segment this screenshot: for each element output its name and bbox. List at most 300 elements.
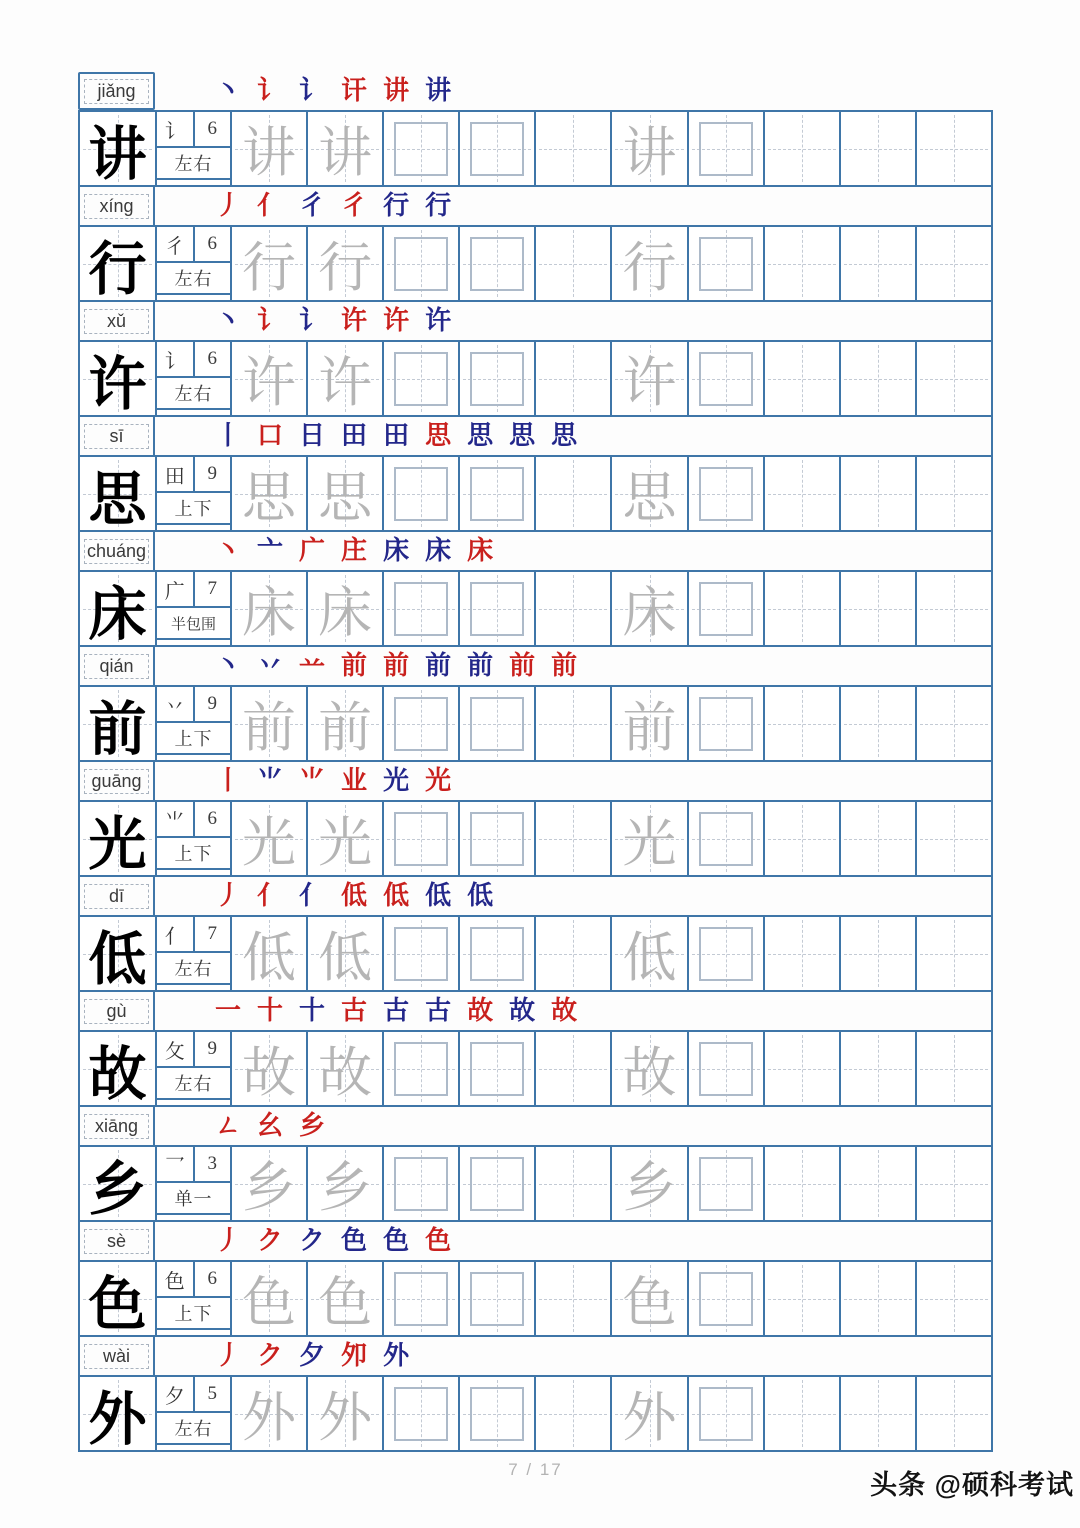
practice-cell bbox=[230, 112, 306, 185]
empty-square-outline bbox=[699, 352, 753, 406]
practice-cell bbox=[458, 457, 534, 530]
guide-horizontal bbox=[844, 149, 912, 150]
pinyin-label: sī bbox=[84, 424, 149, 449]
practice-row bbox=[78, 1145, 993, 1222]
stroke-step: 前 bbox=[467, 651, 494, 680]
practice-cell bbox=[687, 917, 763, 990]
radical-stroke-row bbox=[157, 802, 230, 838]
stroke-order-sequence bbox=[155, 1222, 991, 1260]
practice-cell bbox=[230, 802, 306, 875]
stroke-step: 低 bbox=[383, 881, 410, 910]
model-character: 思 bbox=[88, 466, 147, 532]
stroke-step: 行 bbox=[425, 191, 452, 220]
practice-cell bbox=[458, 1377, 534, 1450]
model-character: 床 bbox=[88, 581, 147, 647]
model-character: 前 bbox=[88, 696, 147, 762]
empty-square-outline bbox=[699, 1042, 753, 1096]
practice-cell bbox=[458, 1262, 534, 1335]
stroke-count-label: 6 bbox=[207, 118, 217, 139]
radical-label: 攵 bbox=[157, 1032, 195, 1066]
guide-horizontal bbox=[844, 724, 912, 725]
practice-cell bbox=[839, 342, 915, 415]
stroke-step: 日 bbox=[299, 421, 326, 450]
radical-stroke-row bbox=[157, 342, 230, 378]
stroke-step: 彳 bbox=[299, 191, 326, 220]
trace-character: 许 bbox=[622, 353, 677, 413]
stroke-step: 色 bbox=[383, 1226, 410, 1255]
stroke-step: 行 bbox=[383, 191, 410, 220]
practice-cell bbox=[382, 1262, 458, 1335]
practice-cell bbox=[839, 112, 915, 185]
character-block bbox=[78, 992, 993, 1107]
practice-cell bbox=[230, 572, 306, 645]
stroke-step: 丨 bbox=[215, 766, 242, 795]
guide-horizontal bbox=[768, 1184, 836, 1185]
structure-label: 半包围 bbox=[157, 608, 230, 640]
guide-horizontal bbox=[768, 954, 836, 955]
guide-horizontal bbox=[768, 379, 836, 380]
practice-cell bbox=[763, 572, 839, 645]
practice-cell bbox=[839, 802, 915, 875]
stroke-step: 讲 bbox=[383, 76, 410, 105]
model-character-cell bbox=[80, 342, 155, 415]
practice-cell bbox=[610, 1147, 686, 1220]
stroke-step: 丶 bbox=[215, 306, 242, 335]
watermark: 头条 @硕科考试 bbox=[870, 1470, 1074, 1500]
practice-cell bbox=[230, 1147, 306, 1220]
guide-horizontal bbox=[768, 1414, 836, 1415]
practice-cell bbox=[306, 572, 382, 645]
character-block bbox=[78, 877, 993, 992]
stroke-step: 䒑 bbox=[299, 651, 326, 680]
trace-character: 讲 bbox=[622, 123, 677, 183]
stroke-step: 夕 bbox=[299, 1341, 326, 1370]
practice-row bbox=[78, 1260, 993, 1337]
trace-character: 乡 bbox=[318, 1158, 373, 1218]
trace-character: 色 bbox=[622, 1273, 677, 1333]
stroke-order-sequence bbox=[155, 762, 991, 800]
trace-character: 乡 bbox=[242, 1158, 297, 1218]
structure-label: 左右 bbox=[157, 953, 230, 985]
stroke-step: 外 bbox=[383, 1341, 410, 1370]
empty-square-outline bbox=[394, 1387, 448, 1441]
guide-horizontal bbox=[539, 609, 607, 610]
stroke-step: 古 bbox=[383, 996, 410, 1025]
model-character: 故 bbox=[88, 1041, 147, 1107]
practice-cell bbox=[230, 1032, 306, 1105]
structure-label: 上下 bbox=[157, 493, 230, 525]
practice-row bbox=[78, 1375, 993, 1452]
empty-square-outline bbox=[394, 122, 448, 176]
practice-cell bbox=[610, 457, 686, 530]
empty-square-outline bbox=[699, 1387, 753, 1441]
practice-cell bbox=[534, 572, 610, 645]
pinyin-box bbox=[80, 877, 155, 915]
empty-square-outline bbox=[394, 237, 448, 291]
model-character: 讲 bbox=[88, 121, 147, 187]
guide-horizontal bbox=[844, 1414, 912, 1415]
trace-character: 行 bbox=[318, 238, 373, 298]
stroke-order-sequence bbox=[155, 417, 991, 455]
model-character-cell bbox=[80, 687, 155, 760]
practice-cell bbox=[915, 802, 991, 875]
radical-stroke-row bbox=[157, 112, 230, 148]
practice-cell bbox=[534, 1262, 610, 1335]
stroke-order-sequence bbox=[155, 532, 991, 570]
empty-square-outline bbox=[699, 237, 753, 291]
stroke-step: 许 bbox=[383, 306, 410, 335]
pinyin-stroke-band bbox=[78, 1337, 993, 1375]
trace-character: 前 bbox=[318, 698, 373, 758]
stroke-step: 思 bbox=[551, 421, 578, 450]
radical-label: 乛 bbox=[157, 1147, 195, 1181]
guide-horizontal bbox=[539, 839, 607, 840]
trace-character: 思 bbox=[318, 468, 373, 528]
character-block bbox=[78, 187, 993, 302]
stroke-count-label: 5 bbox=[207, 1383, 217, 1404]
practice-cell bbox=[839, 572, 915, 645]
practice-cell bbox=[763, 802, 839, 875]
pinyin-label: xǔ bbox=[84, 309, 149, 334]
trace-character: 床 bbox=[242, 583, 297, 643]
model-character: 色 bbox=[88, 1271, 147, 1337]
practice-cell bbox=[610, 227, 686, 300]
guide-horizontal bbox=[768, 264, 836, 265]
radical-label: 田 bbox=[157, 457, 195, 491]
practice-row bbox=[78, 915, 993, 992]
stroke-count-label: 7 bbox=[207, 923, 217, 944]
trace-character: 故 bbox=[318, 1043, 373, 1103]
pinyin-stroke-band bbox=[78, 762, 993, 800]
practice-cell bbox=[839, 1262, 915, 1335]
stroke-step: ク bbox=[257, 1226, 284, 1255]
model-character-cell bbox=[80, 1262, 155, 1335]
stroke-order-sequence bbox=[155, 1337, 991, 1375]
practice-cell bbox=[915, 917, 991, 990]
practice-cell bbox=[458, 802, 534, 875]
practice-cell bbox=[763, 457, 839, 530]
stroke-step: 丿 bbox=[215, 1341, 242, 1370]
practice-row bbox=[78, 570, 993, 647]
empty-square-outline bbox=[699, 1157, 753, 1211]
practice-cell bbox=[534, 802, 610, 875]
trace-character: 光 bbox=[242, 813, 297, 873]
practice-cell bbox=[610, 1262, 686, 1335]
guide-horizontal bbox=[844, 1299, 912, 1300]
radical-label: 丷 bbox=[157, 687, 195, 721]
guide-horizontal bbox=[768, 494, 836, 495]
trace-character: 色 bbox=[318, 1273, 373, 1333]
guide-horizontal bbox=[539, 149, 607, 150]
stroke-step: 思 bbox=[467, 421, 494, 450]
empty-square-outline bbox=[470, 1387, 524, 1441]
pinyin-label: guāng bbox=[84, 769, 149, 794]
character-block bbox=[78, 302, 993, 417]
practice-cell bbox=[382, 687, 458, 760]
practice-cell bbox=[687, 687, 763, 760]
pinyin-label: xiāng bbox=[84, 1114, 149, 1139]
practice-cell bbox=[610, 1032, 686, 1105]
practice-cell bbox=[306, 802, 382, 875]
practice-row bbox=[78, 225, 993, 302]
page-number: 7 / 17 bbox=[508, 1460, 563, 1479]
practice-row bbox=[78, 1030, 993, 1107]
practice-cell bbox=[306, 1032, 382, 1105]
trace-character: 讲 bbox=[318, 123, 373, 183]
pinyin-box bbox=[80, 532, 155, 570]
practice-cell bbox=[458, 1147, 534, 1220]
pinyin-label: dī bbox=[84, 884, 149, 909]
structure-label: 左右 bbox=[157, 378, 230, 410]
model-character: 低 bbox=[88, 926, 147, 992]
stroke-step: 前 bbox=[341, 651, 368, 680]
practice-cell bbox=[230, 342, 306, 415]
guide-horizontal bbox=[539, 1414, 607, 1415]
empty-square-outline bbox=[699, 812, 753, 866]
practice-cell bbox=[382, 1377, 458, 1450]
trace-character: 色 bbox=[242, 1273, 297, 1333]
guide-horizontal bbox=[844, 264, 912, 265]
model-character-cell bbox=[80, 457, 155, 530]
char-info-box bbox=[155, 687, 230, 760]
character-block bbox=[78, 647, 993, 762]
empty-square-outline bbox=[470, 1042, 524, 1096]
practice-cell bbox=[839, 917, 915, 990]
pinyin-stroke-band bbox=[78, 647, 993, 685]
stroke-step: 一 bbox=[215, 996, 242, 1025]
radical-stroke-row bbox=[157, 917, 230, 953]
model-character: 行 bbox=[88, 236, 147, 302]
practice-cell bbox=[687, 1377, 763, 1450]
stroke-step: 口 bbox=[257, 421, 284, 450]
radical-stroke-row bbox=[157, 1262, 230, 1298]
stroke-count-label: 3 bbox=[207, 1153, 217, 1174]
empty-square-outline bbox=[699, 927, 753, 981]
practice-cell bbox=[230, 227, 306, 300]
practice-cell bbox=[306, 687, 382, 760]
guide-horizontal bbox=[768, 609, 836, 610]
stroke-step: 思 bbox=[425, 421, 452, 450]
guide-horizontal bbox=[920, 1414, 988, 1415]
pinyin-box bbox=[80, 302, 155, 340]
guide-horizontal bbox=[920, 1069, 988, 1070]
radical-stroke-row bbox=[157, 1147, 230, 1183]
empty-square-outline bbox=[470, 352, 524, 406]
pinyin-box bbox=[80, 187, 155, 225]
guide-horizontal bbox=[539, 494, 607, 495]
structure-label: 上下 bbox=[157, 723, 230, 755]
practice-cell bbox=[610, 1377, 686, 1450]
empty-square-outline bbox=[470, 467, 524, 521]
model-character-cell bbox=[80, 1377, 155, 1450]
stroke-step: 讠 bbox=[257, 306, 284, 335]
guide-horizontal bbox=[920, 1299, 988, 1300]
practice-cell bbox=[306, 457, 382, 530]
model-character: 乡 bbox=[88, 1156, 147, 1222]
practice-cell bbox=[839, 1377, 915, 1450]
empty-square-outline bbox=[394, 697, 448, 751]
practice-row bbox=[78, 455, 993, 532]
practice-cell bbox=[306, 342, 382, 415]
practice-row bbox=[78, 685, 993, 762]
stroke-step: 古 bbox=[425, 996, 452, 1025]
pinyin-stroke-band bbox=[78, 992, 993, 1030]
stroke-order-sequence bbox=[155, 72, 993, 110]
practice-cell bbox=[458, 687, 534, 760]
guide-horizontal bbox=[920, 379, 988, 380]
practice-cell bbox=[839, 1032, 915, 1105]
structure-label: 左右 bbox=[157, 1413, 230, 1445]
practice-cell bbox=[610, 802, 686, 875]
stroke-order-sequence bbox=[155, 992, 991, 1030]
practice-cell bbox=[610, 687, 686, 760]
guide-horizontal bbox=[920, 724, 988, 725]
pinyin-stroke-band bbox=[78, 302, 993, 340]
trace-character: 前 bbox=[622, 698, 677, 758]
guide-horizontal bbox=[844, 494, 912, 495]
stroke-step: ⺌ bbox=[299, 766, 326, 795]
character-block bbox=[78, 1222, 993, 1337]
practice-cell bbox=[687, 342, 763, 415]
practice-sheet bbox=[78, 72, 993, 1452]
practice-cell bbox=[610, 112, 686, 185]
practice-cell bbox=[306, 227, 382, 300]
guide-horizontal bbox=[920, 149, 988, 150]
practice-cell bbox=[839, 687, 915, 760]
practice-cell bbox=[382, 112, 458, 185]
pinyin-box bbox=[80, 1222, 155, 1260]
trace-character: 许 bbox=[242, 353, 297, 413]
stroke-step: 光 bbox=[425, 766, 452, 795]
guide-horizontal bbox=[844, 379, 912, 380]
radical-stroke-row bbox=[157, 1377, 230, 1413]
empty-square-outline bbox=[394, 1157, 448, 1211]
pinyin-box bbox=[80, 992, 155, 1030]
practice-cell bbox=[458, 227, 534, 300]
practice-cell bbox=[763, 342, 839, 415]
practice-cell bbox=[610, 917, 686, 990]
stroke-step: 广 bbox=[299, 536, 326, 565]
stroke-step: ㄥ bbox=[215, 1111, 242, 1140]
empty-square-outline bbox=[470, 1157, 524, 1211]
trace-character: 低 bbox=[622, 928, 677, 988]
guide-horizontal bbox=[920, 609, 988, 610]
model-character-cell bbox=[80, 802, 155, 875]
char-info-box bbox=[155, 1032, 230, 1105]
practice-cell bbox=[458, 342, 534, 415]
practice-cell bbox=[382, 1032, 458, 1105]
char-info-box bbox=[155, 1147, 230, 1220]
trace-character: 行 bbox=[242, 238, 297, 298]
char-info-box bbox=[155, 1262, 230, 1335]
stroke-step: 讲 bbox=[425, 76, 452, 105]
practice-cell bbox=[382, 1147, 458, 1220]
guide-horizontal bbox=[920, 494, 988, 495]
pinyin-stroke-band bbox=[78, 532, 993, 570]
trace-character: 乡 bbox=[622, 1158, 677, 1218]
stroke-step: 亠 bbox=[257, 536, 284, 565]
stroke-step: ⺌ bbox=[257, 766, 284, 795]
trace-character: 外 bbox=[242, 1388, 297, 1448]
pinyin-stroke-band bbox=[78, 1107, 993, 1145]
practice-cell bbox=[839, 227, 915, 300]
practice-cell bbox=[534, 1377, 610, 1450]
char-info-box bbox=[155, 802, 230, 875]
radical-label: 广 bbox=[157, 572, 195, 606]
character-block bbox=[78, 762, 993, 877]
stroke-step: 低 bbox=[425, 881, 452, 910]
trace-character: 前 bbox=[242, 698, 297, 758]
practice-cell bbox=[915, 112, 991, 185]
practice-cell bbox=[458, 917, 534, 990]
practice-cell bbox=[230, 457, 306, 530]
practice-cell bbox=[915, 1032, 991, 1105]
stroke-count-label: 7 bbox=[207, 578, 217, 599]
guide-horizontal bbox=[920, 839, 988, 840]
stroke-step: 思 bbox=[509, 421, 536, 450]
guide-horizontal bbox=[920, 264, 988, 265]
stroke-step: 田 bbox=[341, 421, 368, 450]
guide-horizontal bbox=[844, 609, 912, 610]
pinyin-box bbox=[80, 417, 155, 455]
structure-label: 上下 bbox=[157, 1298, 230, 1330]
practice-cell bbox=[534, 687, 610, 760]
practice-cell bbox=[382, 917, 458, 990]
stroke-count-label: 6 bbox=[207, 1268, 217, 1289]
empty-square-outline bbox=[699, 1272, 753, 1326]
guide-horizontal bbox=[768, 1299, 836, 1300]
practice-cell bbox=[763, 112, 839, 185]
practice-cell bbox=[382, 342, 458, 415]
stroke-step: 前 bbox=[425, 651, 452, 680]
pinyin-label: chuáng bbox=[84, 539, 149, 564]
empty-square-outline bbox=[394, 812, 448, 866]
empty-square-outline bbox=[470, 927, 524, 981]
char-info-box bbox=[155, 572, 230, 645]
radical-stroke-row bbox=[157, 457, 230, 493]
stroke-step: 业 bbox=[341, 766, 368, 795]
practice-cell bbox=[458, 572, 534, 645]
practice-cell bbox=[230, 1262, 306, 1335]
trace-character: 床 bbox=[622, 583, 677, 643]
practice-cell bbox=[763, 227, 839, 300]
guide-horizontal bbox=[539, 379, 607, 380]
practice-cell bbox=[763, 1032, 839, 1105]
stroke-step: 丶 bbox=[215, 76, 242, 105]
stroke-step: 丷 bbox=[257, 651, 284, 680]
radical-stroke-row bbox=[157, 1032, 230, 1068]
empty-square-outline bbox=[699, 467, 753, 521]
stroke-step: 亻 bbox=[299, 881, 326, 910]
guide-horizontal bbox=[768, 839, 836, 840]
char-info-box bbox=[155, 457, 230, 530]
empty-square-outline bbox=[470, 812, 524, 866]
trace-character: 许 bbox=[318, 353, 373, 413]
stroke-step: 古 bbox=[341, 996, 368, 1025]
empty-square-outline bbox=[470, 122, 524, 176]
practice-cell bbox=[306, 112, 382, 185]
char-info-box bbox=[155, 112, 230, 185]
stroke-order-sequence bbox=[155, 647, 991, 685]
practice-row bbox=[78, 800, 993, 877]
practice-cell bbox=[915, 687, 991, 760]
practice-cell bbox=[915, 457, 991, 530]
structure-label: 左右 bbox=[157, 263, 230, 295]
pinyin-stroke-band bbox=[78, 877, 993, 915]
stroke-step: 故 bbox=[551, 996, 578, 1025]
pinyin-stroke-band bbox=[78, 72, 993, 110]
practice-cell bbox=[763, 1262, 839, 1335]
